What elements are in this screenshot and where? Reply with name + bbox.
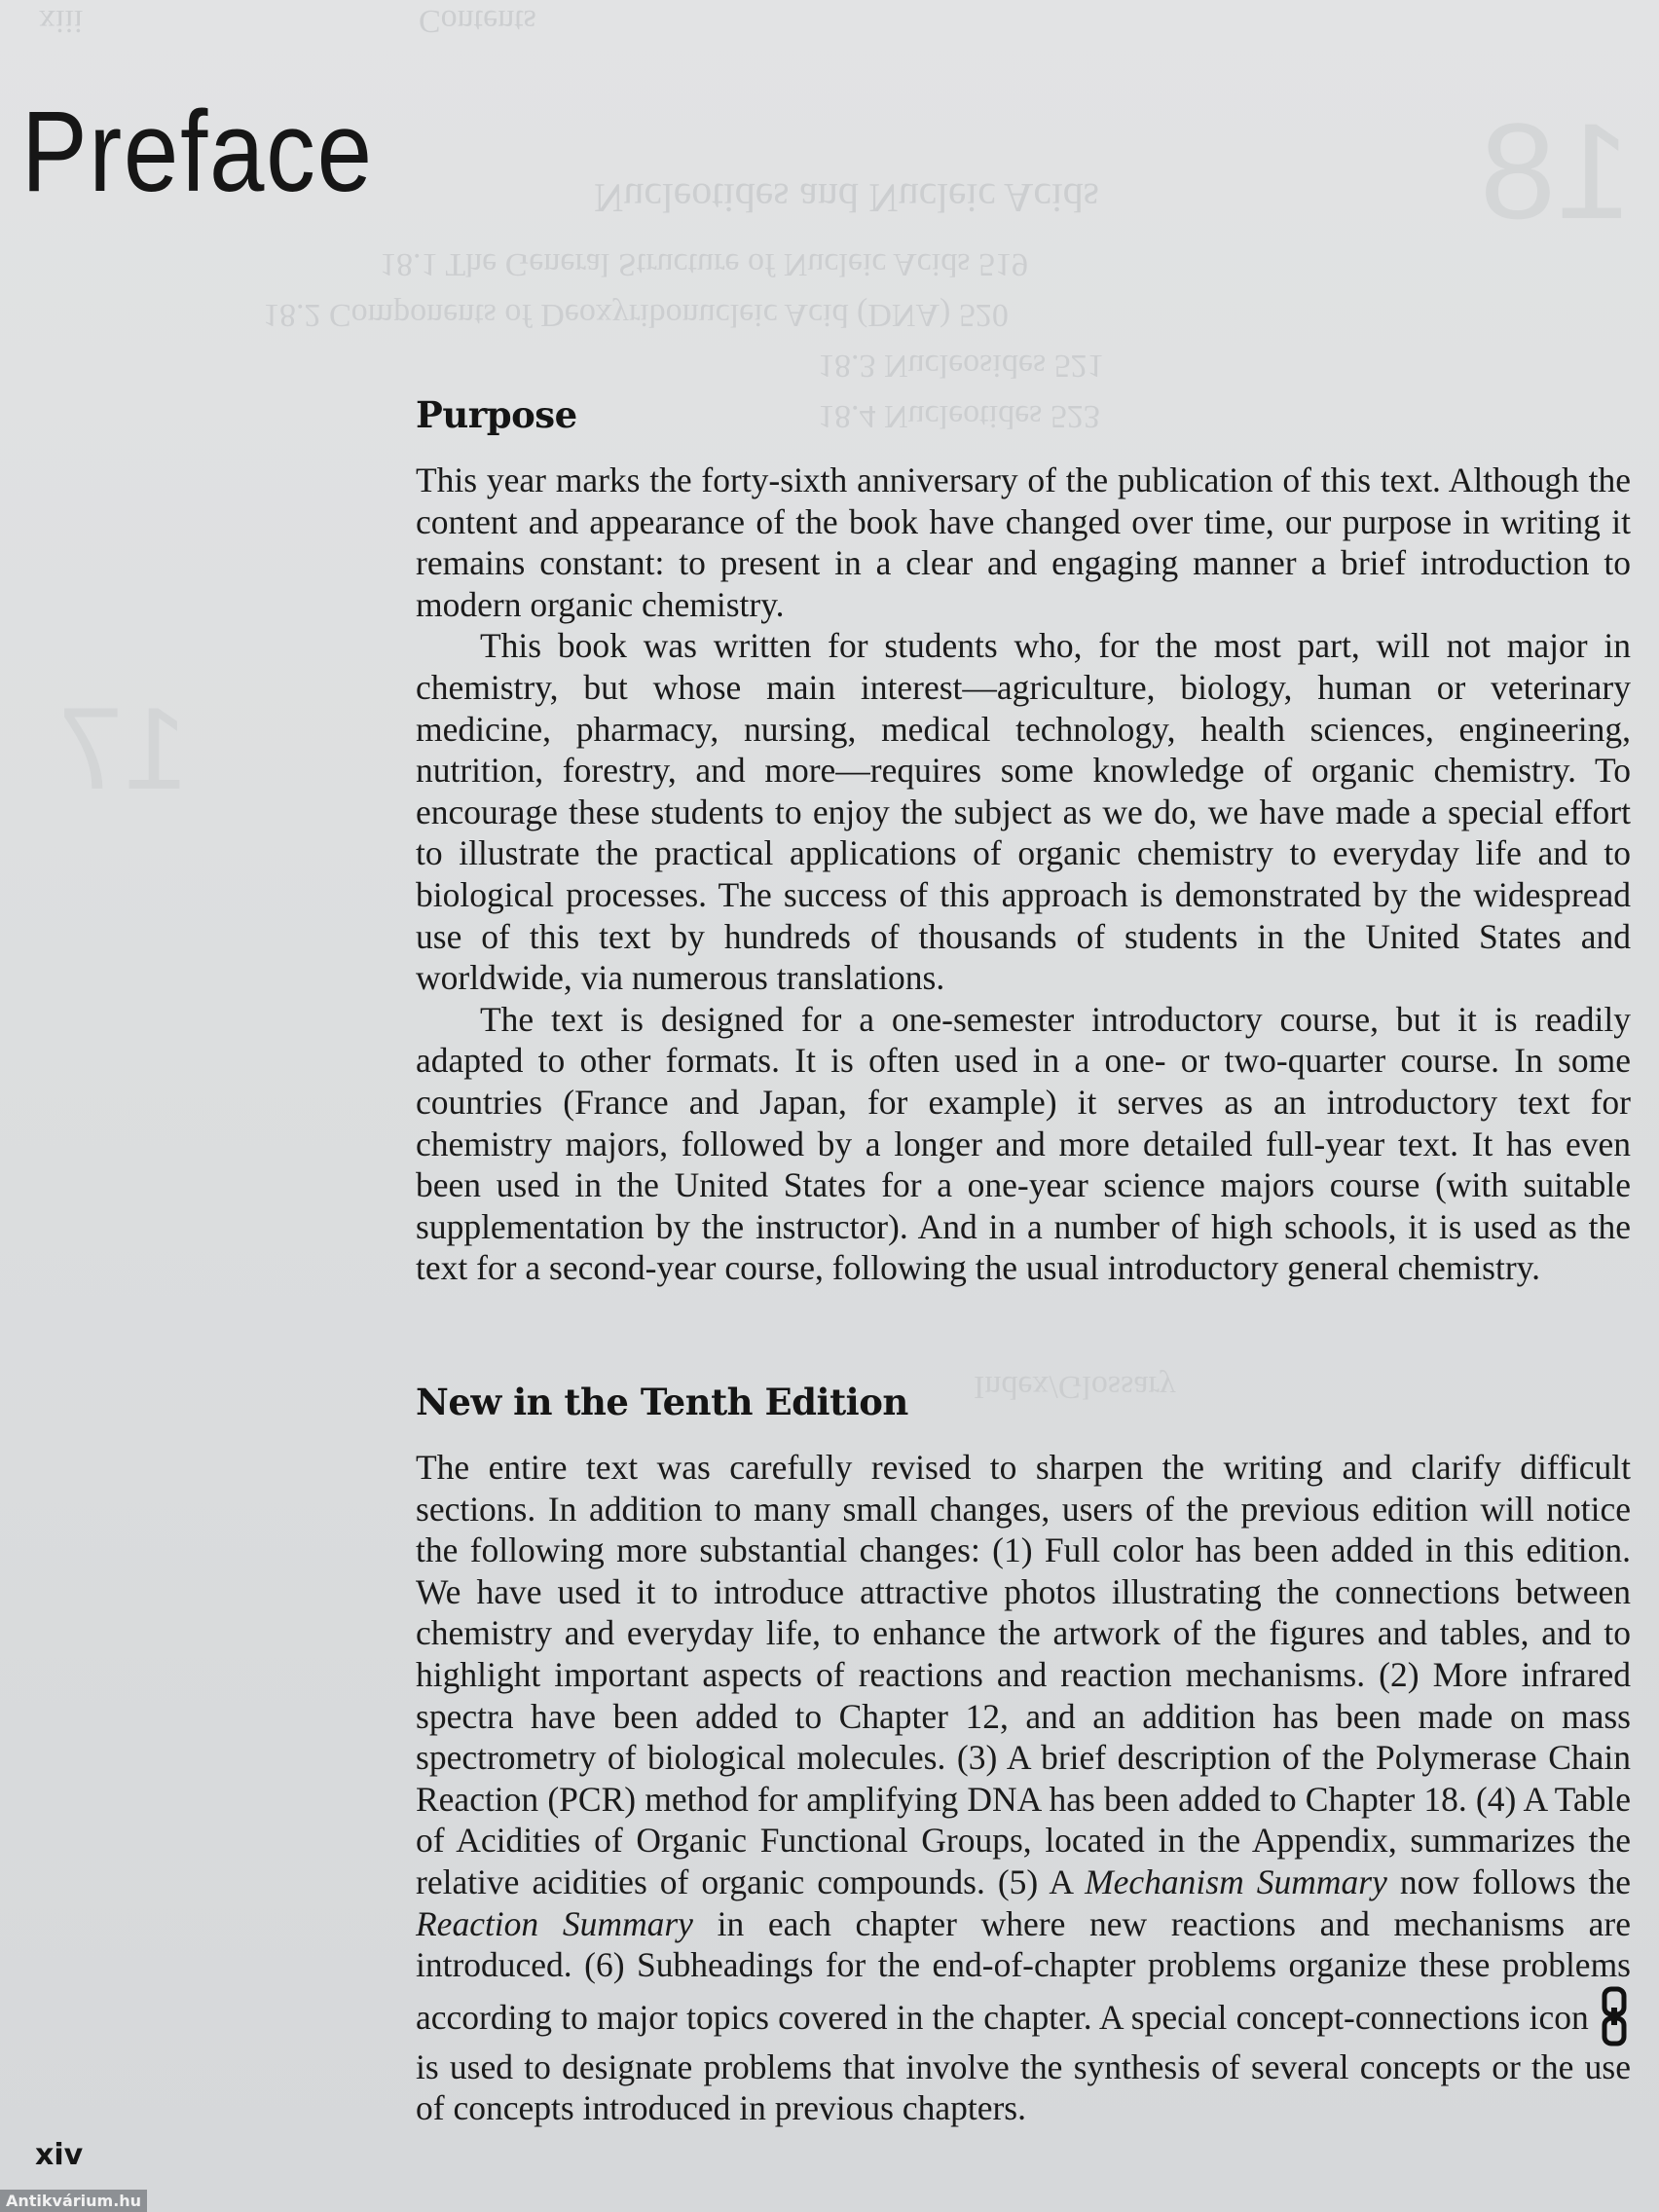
new-edition-text-d: is used to designate problems that involve the synthesis of several concepts or the use of concepts introduced in previous chapters. [416,2046,1631,2128]
bleed-through-folio: xiii [39,3,84,39]
bleed-through-toc-line: Index/Glossary [974,1369,1176,1405]
section-heading-purpose: Purpose [416,393,577,436]
watermark: Antikvárium.hu [0,2190,147,2212]
bleed-through-chapter-number-prev: 17 [58,683,189,814]
purpose-paragraph-2: This book was written for students who, for the most part, will not major in chemistry, but whose main interest—agriculture, biology, human or veterinary medicine, pharmacy, nursing, medical technology, health sciences, engineering, nutrition, forestry, and more—requires some knowledge of organic chemistry. To encourage these students to enjoy the subject as we do, we have made a special effort to illustrate the practical applications of organic chemistry to everyday life and to biological processes. The success of this approach is demonstrated by the widespread use of this text by hundreds of thousands of students in the United States and worldwide, via numerous translations. [416,626,1631,998]
bleed-through-chapter-number: 18 [1480,94,1632,247]
page-number: xiv [35,2138,84,2172]
bleed-through-running-head: Contents [419,3,536,39]
new-edition-paragraph [416,1447,1631,2129]
chain-link-icon [1602,1986,1627,2046]
page-title: Preface [21,88,374,216]
new-edition-section [416,1381,1631,2129]
new-edition-text-b: now follows the [1399,1862,1632,1901]
mechanism-summary-term: Mechanism Summary [1085,1862,1387,1901]
bleed-through-chapter-title: Nucleotides and Nucleic Acids [594,174,1100,219]
new-edition-text-c: in each chapter where new reactions and mechanisms are introduced. (6) Subheadings for the end-of-chapter problems organize these problems according to major topics covered in the chapter. A special concept-connections icon [416,1903,1631,2037]
purpose-paragraph-3: The text is designed for a one-semester introductory course, but it is readily adapted to other formats. It is often used in a one- or two-quarter course. In some countries (France and Japan, for example) it serves as an introductory text for chemistry majors, followed by a longer and more detailed full-year text. It has even been used in the United States for a one-year science majors course (with suitable supplementation by the instructor). And in a number of high schools, it is used as the text for a second-year course, following the usual introductory general chemistry. [416,999,1631,1288]
reaction-summary-term: Reaction Summary [416,1903,693,1943]
bleed-through-toc-line: 18.2 Components of Deoxyribonucleic Acid (DNA) 520 [263,297,1009,333]
section-heading-new-edition: New in the Tenth Edition [416,1381,908,1423]
purpose-section [416,393,1631,1289]
bleed-through-toc-line: 18.4 Nucleotides 523 [818,398,1100,434]
purpose-paragraph-1: This year marks the forty-sixth anniversary of the publication of this text. Although the content and appearance of the book have changed over time, our purpose in writing it remains constant: to present in a clear and engaging manner a brief introduction to modern organic chemistry. [416,461,1631,624]
bleed-through-toc-line: 18.3 Nucleosides 521 [818,348,1104,384]
new-edition-text-a: The entire text was carefully revised to sharpen the writing and clarify difficult sections. In addition to many small changes, users of the previous edition will notice the following more substantial changes: (1) Full color has been added in this edition. We have used it to introduce attractive photos illustrating the connections between chemistry and everyday life, to enhance the artwork of the figures and tables, and to highlight important aspects of reactions and reaction mechanisms. (2) More infrared spectra have been added to Chapter 12, and an addition has been made on mass spectrometry of biological molecules. (3) A brief description of the Polymerase Chain Reaction (PCR) method for amplifying DNA has been added to Chapter 18. (4) A Table of Acidities of Organic Functional Groups, located in the Appendix, summarizes the relative acidities of organic compounds. (5) A [416,1448,1631,1901]
bleed-through-toc-line: 18.1 The General Structure of Nucleic Acids 519 [380,246,1028,282]
